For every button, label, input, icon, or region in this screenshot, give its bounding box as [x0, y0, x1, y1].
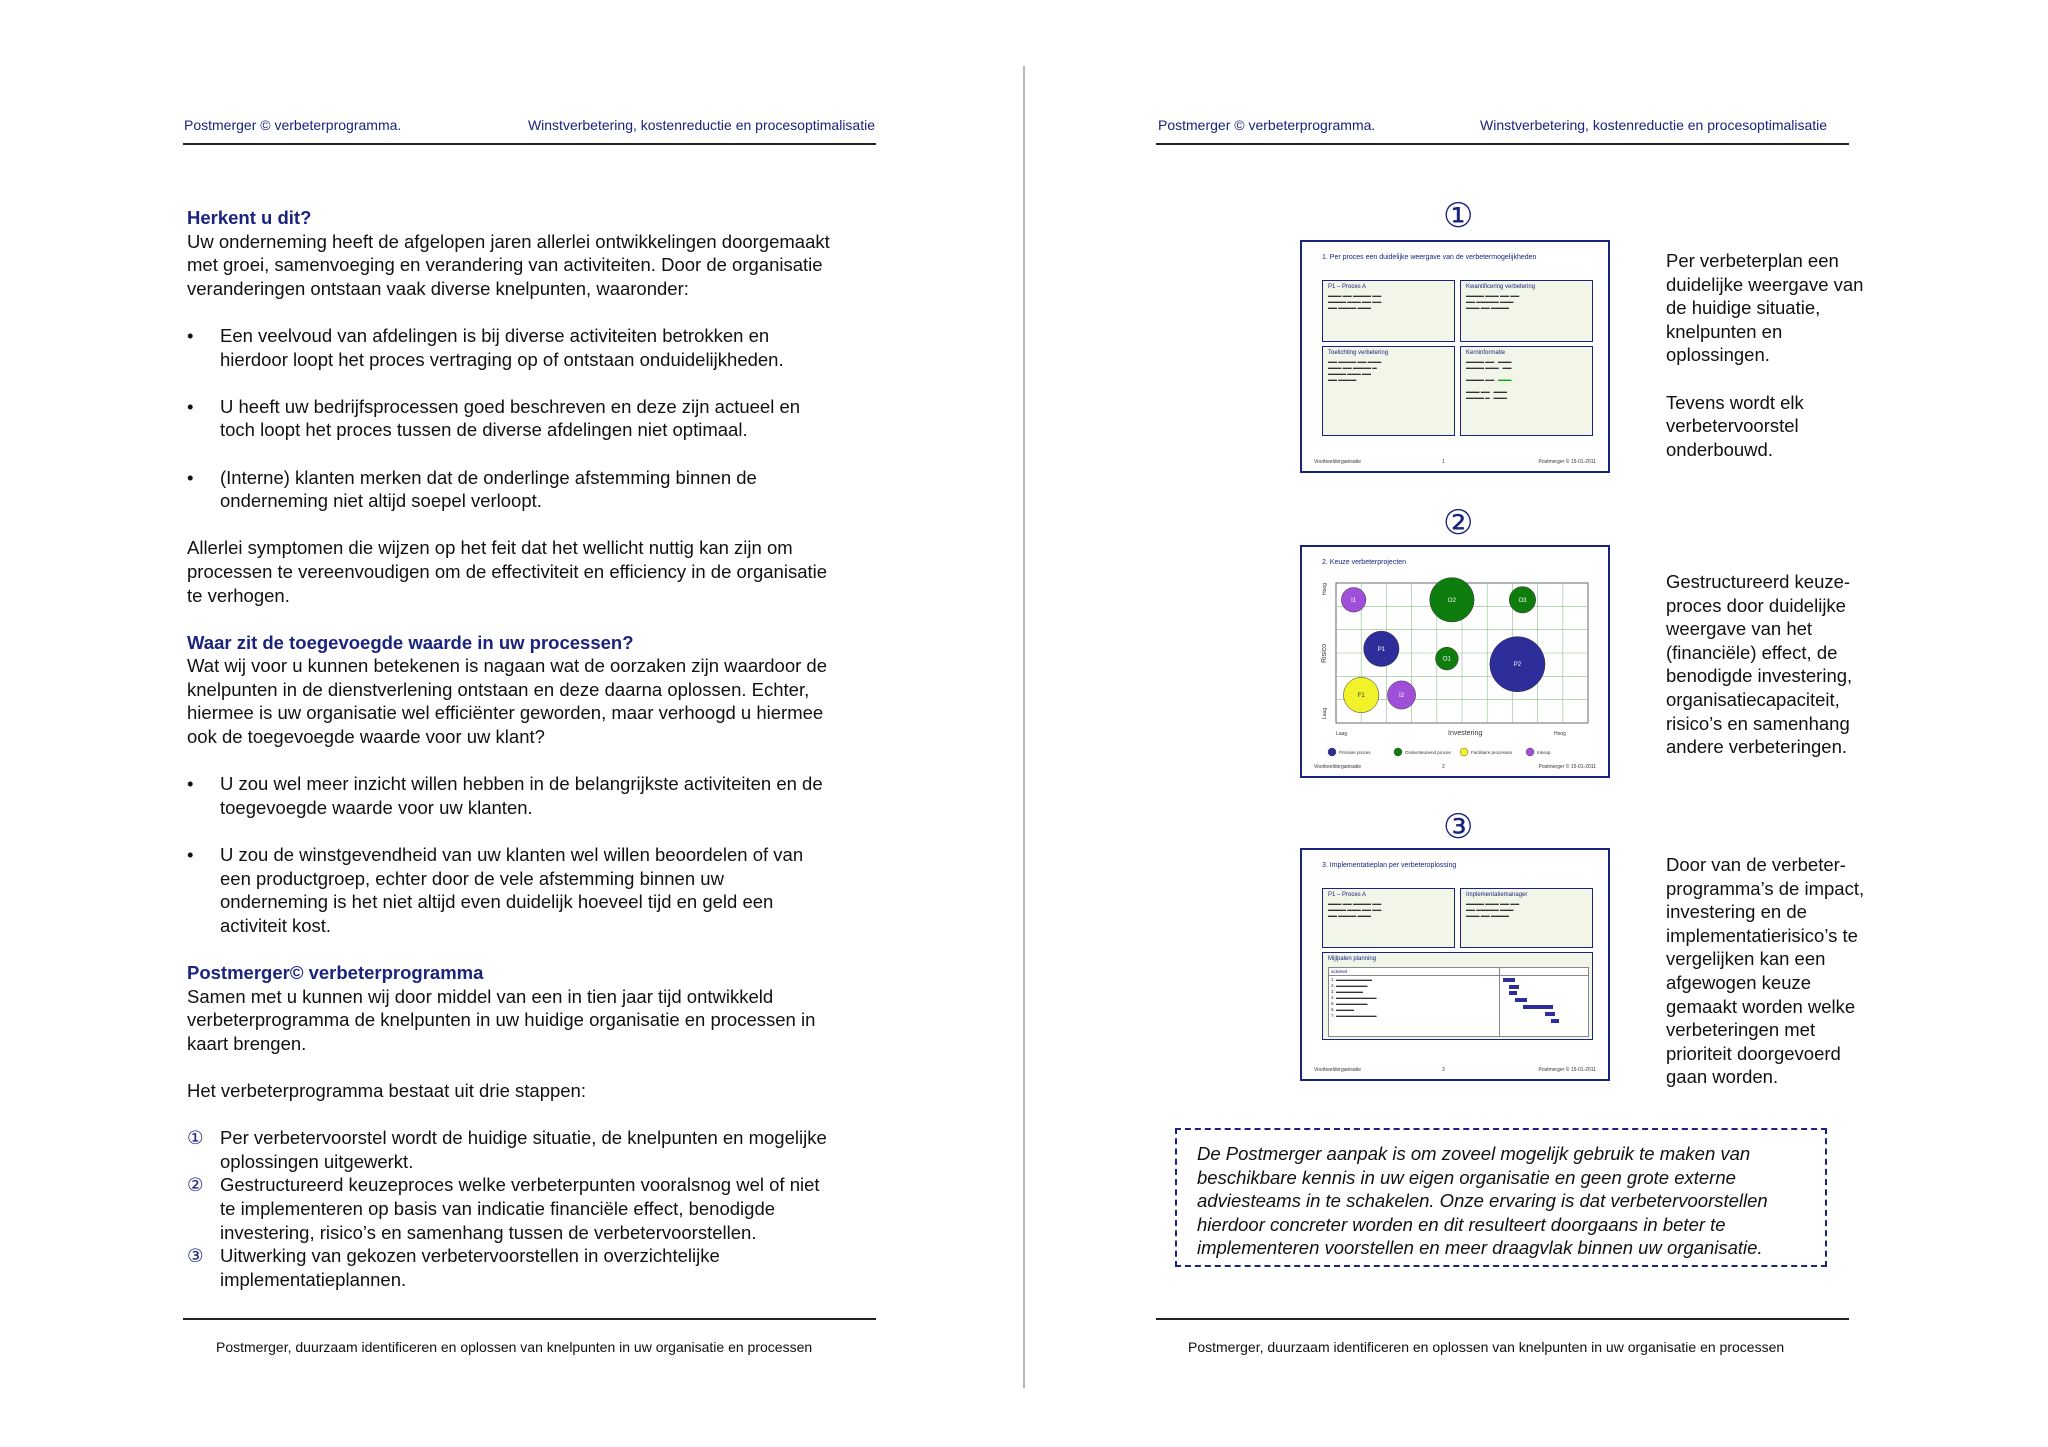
slide-box-proces [1322, 888, 1455, 948]
header-right-text: Winstverbetering, kostenreductie en procesoptimalisatie [527, 117, 875, 133]
side-line: verbetervoorstel [1666, 415, 1799, 437]
legend-label: Primaire proces [1339, 750, 1371, 755]
slide-footer-page: 2 [1442, 764, 1445, 770]
bullet-line: Een veelvoud van afdelingen is bij diverse activiteiten betrokken en [220, 324, 770, 346]
slide-box-planning [1322, 952, 1593, 1040]
side-line: Tevens wordt elk [1666, 391, 1804, 413]
footer-text: Postmerger, duurzaam identificeren en oplossen van knelpunten in uw organisatie en processen [1188, 1339, 1785, 1355]
side-line: risico’s en samenhang [1666, 712, 1850, 734]
footer-rule [183, 1318, 876, 1320]
paragraph-line: processen te vereenvoudigen om de effectiviteit en efficiency in de organisatie [187, 560, 828, 582]
bullet-line: een productgroep, echter door de vele afstemming binnen uw [220, 867, 724, 889]
section-heading-waarde: Waar zit de toegevoegde waarde in uw processen? [187, 631, 634, 653]
step-line: oplossingen uitgewerkt. [220, 1150, 414, 1172]
slide-box-kwantificering [1460, 280, 1593, 342]
slide-box-title: Implementatiemanager [1466, 892, 1528, 898]
step-item [187, 1126, 885, 1173]
side-line: Door van de verbeter- [1666, 854, 1846, 875]
tiny-text-placeholder: ▬▬▬▬ ▬▬▬ ▬▬ ▬▬ ▬▬ ▬▬▬▬▬ ▬▬▬ ▬▬▬ ▬▬ ▬▬▬▬ [1466, 293, 1520, 310]
paragraph-line: knelpunten in de dienstverlening ontstaan en deze daarna oplossen. Echter, [187, 678, 810, 700]
x-axis-label: Investering [1448, 730, 1483, 737]
step-line: Per verbetervoorstel wordt de huidige situatie, de knelpunten en mogelijke [220, 1127, 827, 1149]
page-divider [1023, 66, 1025, 1388]
bullet-item [187, 324, 885, 371]
paragraph-line: kaart brengen. [187, 1032, 307, 1054]
side-line: organisatiecapaciteit, [1666, 688, 1840, 710]
slide-footer-page: 1 [1442, 459, 1445, 465]
side-line: gemaakt worden welke [1666, 995, 1856, 1017]
side-text-3 [1666, 853, 1891, 1089]
bullet-item [187, 466, 885, 513]
bubble-chart [1302, 547, 1608, 776]
slide-title: 1. Per proces een duidelijke weergave van de verbetermogelijkheden [1322, 254, 1537, 261]
header-left-text: Postmerger © verbeterprogramma. [184, 117, 402, 133]
bubble-label: O1 [1442, 656, 1451, 663]
bullet-item [187, 395, 885, 442]
bullet-mark: • [187, 844, 194, 866]
legend-label: Ondersteunend proces [1405, 750, 1451, 755]
bullet-item [187, 843, 885, 937]
paragraph-line: te verhogen. [187, 584, 290, 606]
side-text-2 [1666, 570, 1891, 759]
tiny-text-placeholder: ▬▬▬▬ ▬▬ ▬▬▬ ▬▬▬▬ ▬▬▬ ▬▬ ▬▬▬▬ ▬▬ ▬▬▬ ▬▬▬ ▬▬ ▬▬▬ ▬▬▬▬ ▬ ▬▬▬ [1466, 359, 1512, 400]
tiny-text-placeholder: ▬▬▬ ▬▬ ▬▬▬▬ ▬▬ ▬▬▬▬ ▬▬▬ ▬▬ ▬▬ ▬▬ ▬▬▬▬ ▬▬▬ [1328, 293, 1382, 310]
side-line: gaan worden. [1666, 1066, 1779, 1088]
side-line: knelpunten en [1666, 320, 1783, 342]
side-line: benodigde investering, [1666, 665, 1853, 687]
gantt-bar [1509, 985, 1519, 989]
bullet-item [187, 772, 885, 819]
y-axis-label: Risico [1321, 643, 1328, 663]
bullet-mark: • [187, 324, 194, 346]
step-line: implementatieplannen. [220, 1268, 407, 1290]
bullet-line: onderneming niet altijd soepel verloopt. [220, 490, 542, 512]
left-page [0, 0, 1023, 1447]
slide-box-kerninformatie [1460, 346, 1593, 436]
paragraph-line: Allerlei symptomen die wijzen op het feit dat het wellicht nuttig kan zijn om [187, 537, 793, 559]
bubble-label: F1 [1357, 693, 1365, 699]
bubble-label: I1 [1351, 597, 1357, 604]
step-1-icon: ① [1443, 197, 1474, 235]
bullet-line: U heeft uw bedrijfsprocessen goed beschreven en deze zijn actueel en [220, 395, 801, 417]
bullet-line: onderneming is het niet altijd even duidelijk hoeveel tijd en geld een [220, 891, 774, 913]
bullet-mark: • [187, 395, 194, 417]
gantt-bar [1523, 1005, 1553, 1009]
bullet-line: toch loopt het proces tussen de diverse afdelingen niet optimaal. [220, 419, 748, 441]
left-body [187, 206, 885, 1291]
slide-box-title: Toelichting verbetering [1328, 350, 1389, 356]
slide-footer-left: Voorbeeldorganisatie [1314, 459, 1361, 465]
paragraph-line: Het verbeterprogramma bestaat uit drie stappen: [187, 1079, 586, 1101]
step-3-icon: ③ [1443, 808, 1474, 846]
side-line [1666, 367, 1891, 391]
paragraph-line: hiermee is uw organisatie wel efficiënter geworden, maar verhoogd u hiermee [187, 702, 824, 724]
tiny-text-placeholder: ▬▬▬▬ ▬▬▬ ▬▬ ▬▬ ▬▬ ▬▬▬▬▬ ▬▬▬ ▬▬▬ ▬▬ ▬▬▬▬ [1466, 901, 1520, 918]
legend-marker [1394, 748, 1402, 756]
step-number-icon: ③ [187, 1245, 204, 1267]
y-tick-low: Laag [1322, 707, 1328, 719]
x-tick-low: Laag [1336, 731, 1348, 737]
x-tick-high: Hoog [1554, 731, 1566, 737]
section-heading-verbeterprogramma: Postmerger© verbeterprogramma [187, 962, 484, 983]
side-line: verbeteringen met [1666, 1019, 1816, 1041]
bubble-label: O2 [1447, 597, 1456, 604]
side-text-1 [1666, 249, 1891, 461]
side-line: weergave van het [1666, 618, 1813, 640]
side-line: (financiële) effect, de [1666, 641, 1838, 663]
step-number-icon: ② [187, 1174, 204, 1196]
bubble-label: P2 [1513, 662, 1522, 669]
bubble-label: I2 [1399, 693, 1405, 699]
gantt-rows: 1. ▬▬▬▬▬▬▬▬ 2. ▬▬▬▬▬▬▬ 3. ▬▬▬▬▬▬ 4. ▬▬▬▬▬▬▬▬▬ 5. ▬▬▬▬▬▬▬ 6. ▬▬▬▬ 7. ▬▬▬▬▬▬▬▬▬ [1331, 977, 1377, 1018]
side-line: de huidige situatie, [1666, 297, 1821, 319]
slide-footer-right: Postmerger © 15-01-2011 [1538, 1067, 1596, 1073]
slide-footer-page: 3 [1442, 1067, 1445, 1073]
side-line: programma’s de impact, [1666, 877, 1865, 899]
side-line: onderbouwd. [1666, 438, 1773, 460]
slide-box-title: Kerninformatie [1466, 350, 1506, 356]
note-line: De Postmerger aanpak is om zoveel mogelijk gebruik te maken van [1197, 1143, 1751, 1164]
section-heading-herkent: Herkent u dit? [187, 207, 312, 228]
slide-box-toelichting [1322, 346, 1455, 436]
approach-note-box [1175, 1128, 1827, 1267]
bullet-line: (Interne) klanten merken dat de onderlinge afstemming binnen de [220, 466, 757, 488]
legend-marker [1460, 748, 1468, 756]
slide-box-title: P1 – Proces A [1328, 892, 1367, 898]
legend-label: Inkoop [1537, 750, 1551, 755]
slide-footer-right: Postmerger © 15-01-2011 [1538, 764, 1596, 770]
bullet-line: hierdoor loopt het proces vertraging op of ontstaan onduidelijkheden. [220, 348, 784, 370]
slide-footer-left: Voorbeeldorganisatie [1314, 764, 1361, 770]
bullet-line: U zou de winstgevendheid van uw klanten wel willen beoordelen of van [220, 844, 804, 866]
side-line: implementatierisico’s te [1666, 924, 1858, 946]
bullet-mark: • [187, 773, 194, 795]
side-line: investering en de [1666, 901, 1807, 923]
side-line: afgewogen keuze [1666, 971, 1812, 993]
footer-rule [1156, 1318, 1849, 1320]
step-item [187, 1173, 885, 1244]
footer-text: Postmerger, duurzaam identificeren en oplossen van knelpunten in uw organisatie en processen [216, 1339, 813, 1355]
step-item [187, 1244, 885, 1291]
bullet-line: activiteit kost. [220, 914, 332, 936]
slide-box-title: Mijlpalen planning [1328, 956, 1377, 962]
slide-1-thumbnail [1300, 240, 1610, 473]
gantt-bar [1509, 991, 1517, 995]
gantt-table [1328, 967, 1589, 1037]
slide-title: 2. Keuze verbeterprojecten [1322, 559, 1407, 566]
y-tick-high: Hoog [1322, 583, 1328, 595]
step-line: Gestructureerd keuzeproces welke verbeterpunten vooralsnog wel of niet [220, 1174, 820, 1196]
legend-label: Facilitaire processen [1471, 750, 1513, 755]
paragraph-line: verbeterprogramma de knelpunten in uw huidige organisatie en processen in [187, 1009, 816, 1031]
paragraph-line: met groei, samenvoeging en verandering van activiteiten. Door de organisatie [187, 254, 823, 276]
legend-marker [1526, 748, 1534, 756]
slide-3-thumbnail [1300, 848, 1610, 1081]
bullet-mark: • [187, 466, 194, 488]
header-rule [1156, 143, 1849, 145]
header-left-text: Postmerger © verbeterprogramma. [1158, 117, 1376, 133]
side-line: prioriteit doorgevoerd [1666, 1042, 1841, 1064]
slide-box-proces [1322, 280, 1455, 342]
bullet-line: U zou wel meer inzicht willen hebben in de belangrijkste activiteiten en de [220, 773, 823, 795]
bullet-line: toegevoegde waarde voor uw klanten. [220, 796, 533, 818]
legend-marker [1328, 748, 1336, 756]
tiny-text-placeholder: ▬▬ ▬▬▬▬ ▬▬ ▬▬▬ ▬▬▬ ▬▬ ▬▬▬▬ ▬ ▬▬▬▬ ▬▬▬ ▬▬ ▬▬ ▬▬▬▬ [1328, 359, 1382, 382]
gantt-bar [1515, 998, 1527, 1002]
paragraph-line: Samen met u kunnen wij door middel van een in tien jaar tijd ontwikkeld [187, 985, 774, 1007]
slide-title: 3. Implementatieplan per verbeteroplossing [1322, 862, 1457, 869]
note-line: adviesteams in te schakelen. Onze ervaring is dat verbetervoorstellen [1197, 1190, 1768, 1212]
gantt-bar [1545, 1012, 1555, 1016]
header-rule [183, 143, 876, 145]
side-line: oplossingen. [1666, 344, 1770, 366]
slide-footer-left: Voorbeeldorganisatie [1314, 1067, 1361, 1073]
header-right-text: Winstverbetering, kostenreductie en procesoptimalisatie [1480, 117, 1828, 133]
paragraph-line: veranderingen ontstaan vaak diverse knelpunten, waaronder: [187, 277, 689, 299]
side-line: andere verbeteringen. [1666, 736, 1848, 758]
slide-2-thumbnail [1300, 545, 1610, 778]
step-line: Uitwerking van gekozen verbetervoorstellen in overzichtelijke [220, 1245, 720, 1267]
step-2-icon: ② [1443, 504, 1474, 542]
slide-footer-right: Postmerger © 15-01-2011 [1538, 459, 1596, 465]
bubble-label: O3 [1518, 597, 1527, 604]
slide-box-title: P1 – Proces A [1328, 284, 1367, 290]
step-line: investering, risico’s en samenhang tussen de verbetervoorstellen. [220, 1221, 757, 1243]
slide-box-title: Kwantificering verbetering [1466, 284, 1536, 290]
step-line: te implementeren op basis van indicatie financiële effect, benodigde [220, 1197, 776, 1219]
note-line: hierdoor concreter worden en dit resulteert doorgaans in beter te [1197, 1213, 1726, 1235]
paragraph-line: Uw onderneming heeft de afgelopen jaren allerlei ontwikkelingen doorgemaakt [187, 230, 830, 252]
bubble-label: P1 [1377, 646, 1386, 653]
paragraph-line: ook de toegevoegde waarde voor uw klant? [187, 726, 545, 748]
side-line: vergelijken kan een [1666, 948, 1826, 970]
side-line: Gestructureerd keuze- [1666, 571, 1851, 592]
paragraph-line: Wat wij voor u kunnen betekenen is nagaan wat de oorzaken zijn waardoor de [187, 655, 828, 677]
gantt-bar [1503, 978, 1515, 982]
gantt-col-head: activiteit [1331, 969, 1348, 974]
gantt-bar [1551, 1019, 1559, 1023]
side-line: proces door duidelijke [1666, 594, 1846, 616]
side-line: Per verbeterplan een [1666, 250, 1839, 271]
slide-box-manager [1460, 888, 1593, 948]
step-number-icon: ① [187, 1127, 204, 1149]
note-line: beschikbare kennis in uw eigen organisatie en geen grote externe [1197, 1166, 1736, 1188]
tiny-text-placeholder: ▬▬▬ ▬▬ ▬▬▬▬ ▬▬ ▬▬▬▬ ▬▬▬ ▬▬ ▬▬ ▬▬ ▬▬▬▬ ▬▬▬ [1328, 901, 1382, 918]
side-line: duidelijke weergave van [1666, 273, 1864, 295]
note-line: implementeren voorstellen en meer draagvlak binnen uw organisatie. [1197, 1237, 1763, 1259]
